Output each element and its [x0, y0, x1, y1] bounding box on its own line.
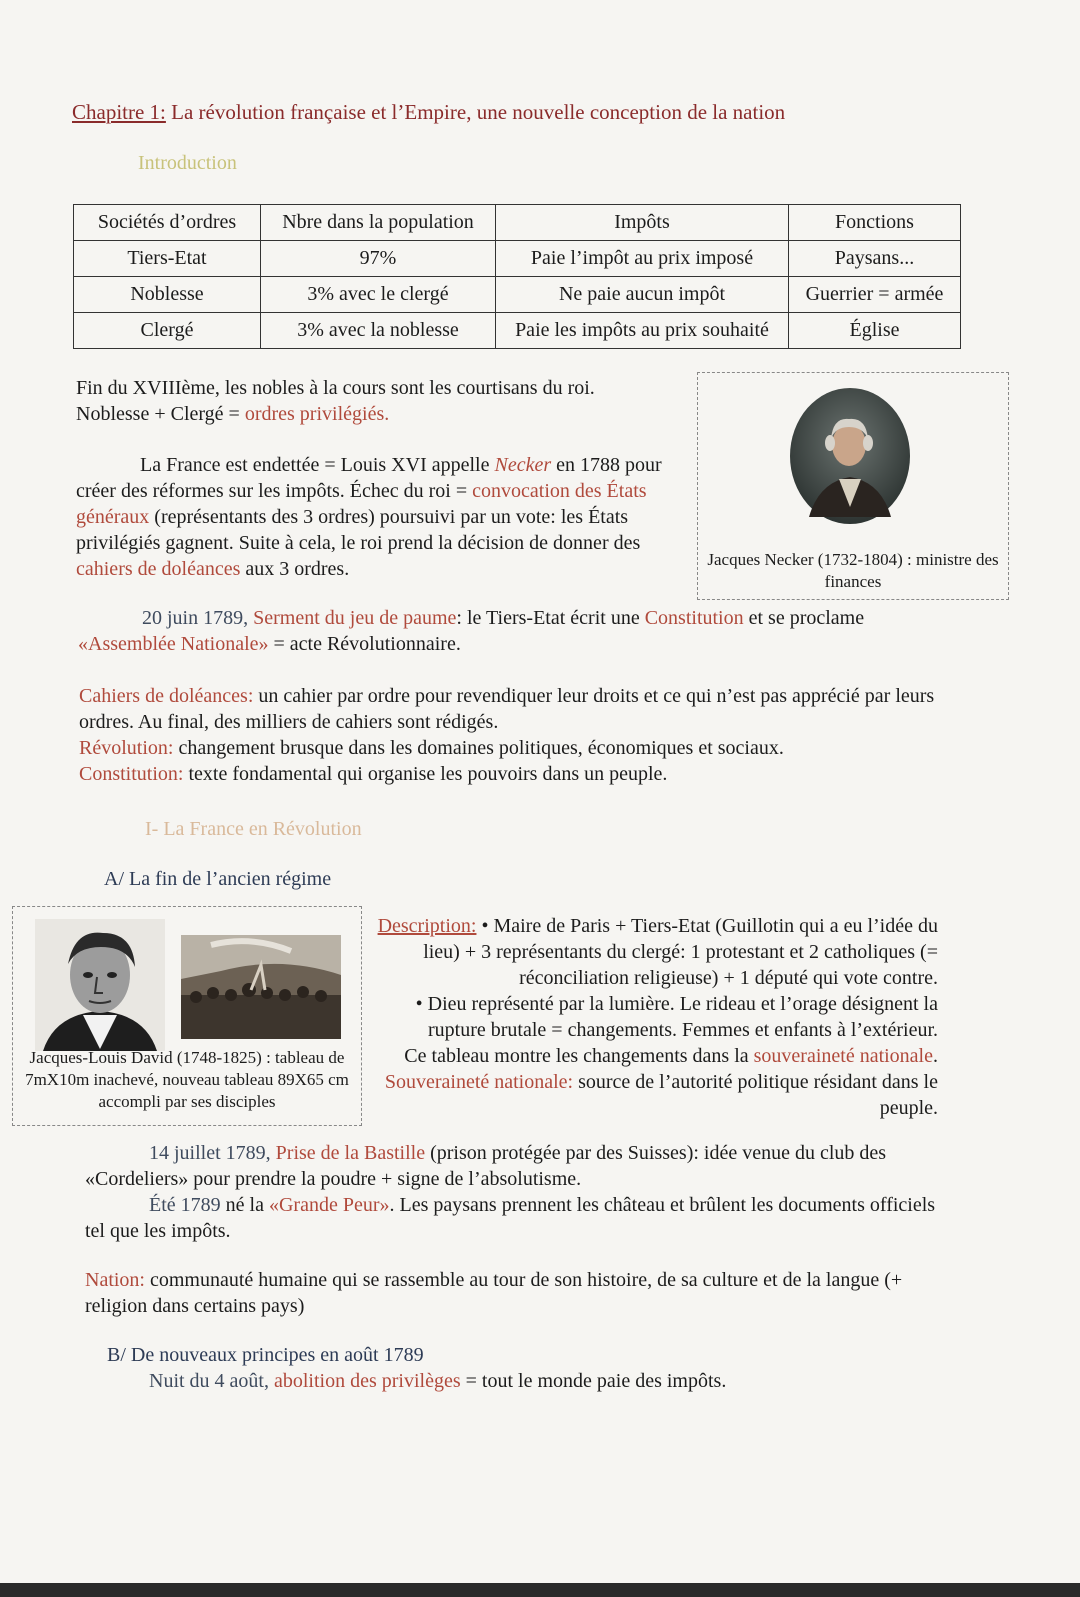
text-line: Fin du XVIIIème, les nobles à la cours sont les courtisans du roi. — [76, 377, 595, 399]
definition-nation — [85, 1267, 945, 1319]
term-constitution: Constitution — [644, 607, 744, 629]
definitions-block — [79, 683, 939, 787]
definition-term: Constitution: — [79, 763, 184, 785]
term-convocation: convocation des États généraux — [76, 480, 647, 528]
table-cell: Noblesse — [74, 277, 261, 313]
description-line: • Dieu représenté par la lumière. Le rideau et l’orage désignent la rupture brutale = changements. Femmes et enfants à l’extérieur. — [415, 993, 938, 1041]
term-cahiers: cahiers de doléances — [76, 558, 241, 580]
necker-figure — [697, 372, 1009, 600]
table-header-cell: Impôts — [496, 205, 789, 241]
term-souverainete: souveraineté nationale — [753, 1045, 933, 1067]
text-span: = tout le monde paie des impôts. — [460, 1370, 727, 1392]
text-span: (représentants des 3 ordres) poursuivi par un vote: les États privilégiés gagnent. Suite à cela, le roi prend la décision de donner des — [76, 506, 641, 554]
paragraph-serment — [78, 605, 938, 657]
date-20-juin: 20 juin 1789, — [142, 607, 249, 629]
text-span: = acte Révolutionnaire. — [268, 633, 461, 655]
jeu-de-paume-painting-image — [181, 935, 341, 1039]
date-14-juillet: 14 juillet 1789, — [149, 1142, 271, 1164]
text-span: La France est endettée = Louis XVI appelle — [140, 454, 495, 476]
definition-item — [79, 735, 939, 761]
term-necker: Necker — [494, 454, 552, 476]
paragraph-grande-peur — [85, 1192, 945, 1244]
table-cell: Guerrier = armée — [789, 277, 961, 313]
text-span: et se proclame — [743, 607, 865, 629]
text-span: Noblesse + Clergé = — [76, 403, 245, 425]
table-cell: Paysans... — [789, 241, 961, 277]
paragraph-necker — [76, 452, 686, 582]
table-cell: Clergé — [74, 313, 261, 349]
definition-term: Nation: — [85, 1269, 145, 1291]
text-span: né la — [220, 1194, 269, 1216]
text-span: . Les paysans prennent les château et brûlent les documents officiels tel que les impôts. — [85, 1194, 936, 1242]
table-cell: Paie les impôts au prix souhaité — [496, 313, 789, 349]
definition-term: Souveraineté nationale: — [384, 1071, 574, 1093]
description-text: Ce tableau montre les changements dans la — [404, 1045, 754, 1067]
definition-item — [79, 761, 939, 787]
david-figure — [12, 906, 362, 1126]
description-line — [372, 1069, 938, 1121]
definition-item — [79, 683, 939, 735]
description-text: . — [933, 1045, 938, 1067]
chapter-heading: La révolution française et l’Empire, une nouvelle conception de la nation — [171, 100, 786, 124]
definition-text: texte fondamental qui organise les pouvoirs dans un peuple. — [183, 763, 668, 785]
definition-term: Révolution: — [79, 737, 174, 759]
text-span: en 1788 pour créer des réformes sur les impôts. Échec du roi = — [76, 454, 662, 502]
painting-description — [372, 913, 938, 1121]
section-heading: I- La France en Révolution — [145, 818, 362, 840]
paragraph-bastille — [85, 1140, 945, 1192]
table-cell: 97% — [261, 241, 496, 277]
orders-table — [73, 204, 961, 349]
description-text: • Maire de Paris + Tiers-Etat (Guillotin qui a eu l’idée du lieu) + 3 représentants du clergé: 1 protestant et 2 catholiques (= réconciliation religieuse) + 1 député qui vote contre. — [423, 915, 938, 989]
definition-text: un cahier par ordre pour revendiquer leur droits et ce qui n’est pas apprécié par leurs ordres. Au final, des milliers de cahiers sont rédigés. — [79, 685, 935, 733]
table-row — [74, 277, 961, 313]
table-cell: Église — [789, 313, 961, 349]
table-header-cell: Nbre dans la population — [261, 205, 496, 241]
table-cell: Tiers-Etat — [74, 241, 261, 277]
term-abolition: abolition des privilèges — [274, 1370, 461, 1392]
text-line — [76, 401, 676, 427]
term-serment: Serment du jeu de paume — [253, 607, 457, 629]
introduction-heading: Introduction — [138, 152, 237, 174]
definition-text: changement brusque dans les domaines politiques, économiques et sociaux. — [173, 737, 784, 759]
table-header-cell: Sociétés d’ordres — [74, 205, 261, 241]
term-bastille: Prise de la Bastille — [275, 1142, 426, 1164]
definition-term: Cahiers de doléances: — [79, 685, 254, 707]
david-portrait-image — [35, 919, 165, 1051]
description-line — [372, 1043, 938, 1069]
paragraph-privileges — [76, 375, 676, 427]
term-grande-peur: «Grande Peur» — [268, 1194, 390, 1216]
description-line — [372, 913, 938, 991]
table-cell: 3% avec la noblesse — [261, 313, 496, 349]
text-span: aux 3 ordres. — [240, 558, 350, 580]
description-label: Description: — [377, 915, 477, 937]
table-cell: Paie l’impôt au prix imposé — [496, 241, 789, 277]
table-cell: 3% avec le clergé — [261, 277, 496, 313]
text-span: : le Tiers-Etat écrit une — [456, 607, 645, 629]
chapter-label: Chapitre 1: — [72, 100, 166, 124]
table-cell: Ne paie aucun impôt — [496, 277, 789, 313]
necker-portrait-image — [789, 387, 911, 525]
chapter-title — [72, 100, 785, 125]
term-ordres-privilegies: ordres privilégiés. — [244, 403, 390, 425]
david-caption: Jacques-Louis David (1748-1825) : tableau de 7mX10m inachevé, nouveau tableau 89X65 cm accompli par ses disciples — [25, 1048, 349, 1111]
definition-text: communauté humaine qui se rassemble au tour de son histoire, de sa culture et de la langue (+ religion dans certains pays) — [85, 1269, 903, 1317]
subsection-a-heading: A/ La fin de l’ancien régime — [104, 868, 332, 890]
term-assemblee: «Assemblée Nationale» — [78, 633, 269, 655]
bottom-edge-shadow — [0, 1583, 1080, 1597]
table-row — [74, 313, 961, 349]
date-ete-1789: Été 1789 — [149, 1194, 221, 1216]
text-span: (prison protégée par des Suisses): idée venue du club des «Cordeliers» pour prendre la poudre + signe de l’absolutisme. — [85, 1142, 887, 1190]
table-header-cell: Fonctions — [789, 205, 961, 241]
definition-text: source de l’autorité politique résidant dans le peuple. — [573, 1071, 938, 1119]
date-4-aout: Nuit du 4 août, — [149, 1370, 269, 1392]
paragraph-4-aout — [149, 1368, 949, 1394]
table-header-row — [74, 205, 961, 241]
table-row — [74, 241, 961, 277]
subsection-b-heading: B/ De nouveaux principes en août 1789 — [107, 1344, 424, 1366]
necker-caption: Jacques Necker (1732-1804) : ministre des finances — [707, 550, 999, 591]
